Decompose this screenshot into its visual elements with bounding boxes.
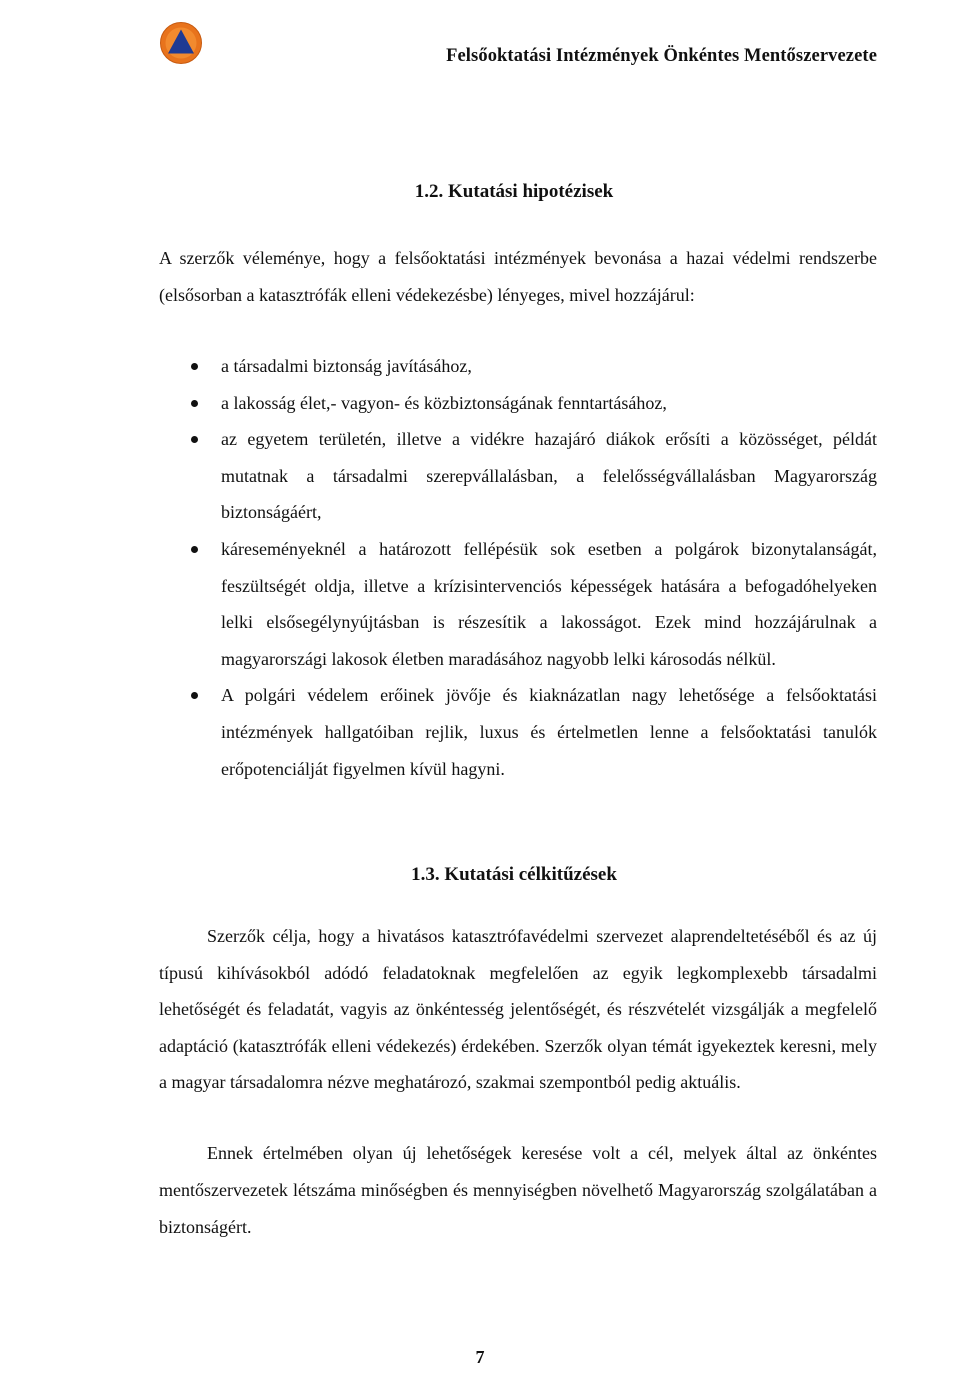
- intro-paragraph: A szerzők véleménye, hogy a felsőoktatási intézmények bevonása a hazai védelmi rendszerbe (elsősorban a katasztrófák elleni védekezésbe) lényeges, mivel hozzájárul:: [159, 248, 877, 305]
- list-item-text: a lakosság élet,- vagyon- és közbiztonságának fenntartásához,: [221, 392, 667, 413]
- list-item: [221, 677, 877, 787]
- bullet-icon: [191, 546, 198, 553]
- bullet-icon: [191, 363, 198, 370]
- bullet-icon: [191, 436, 198, 443]
- list-item: [221, 421, 877, 531]
- list-item-text: káreseményeknél a határozott fellépésük sok esetben a polgárok bizonytalanságát, feszültségét oldja, illetve a krízisintervenciós képességek hatására a befogadóhelyeken lelki elsősegélynyújtásban is részesítik a lakosságot. Ezek mind hozzájárulnak a magyarországi lakosok életben maradásához nagyobb lelki károsodás nélkül.: [221, 538, 877, 669]
- page-number: 7: [475, 1347, 485, 1367]
- list-item: [221, 385, 877, 422]
- objectives-paragraph: Szerzők célja, hogy a hivatásos katasztrófavédelmi szervezet alaprendeltetéséből és az új típusú kihívásokból adódó feladatoknak megfelelően az egyik legkomplexebb társadalmi lehetőségét és feladatát, vagyis az önkéntesség jelentőségét, és részvételét vizsgálják a megfelelő adaptáció (katasztrófák elleni védekezés) érdekében. Szerzők olyan témát igyekeztek keresni, mely a magyar társadalomra nézve meghatározó, szakmai szempontból pedig aktuális.: [159, 926, 877, 1092]
- civil-defence-triangle-icon: [159, 21, 203, 65]
- conclusion-paragraph: Ennek értelmében olyan új lehetőségek keresése volt a cél, melyek által az önkéntes mentőszervezetek létszáma minőségben és mennyiségben növelhető Magyarország szolgálatában a biztonságért.: [159, 1143, 877, 1237]
- hypotheses-list: [221, 348, 877, 787]
- list-item-text: az egyetem területén, illetve a vidékre hazajáró diákok erősíti a közösséget, példát mutatnak a társadalmi szerepvállalásban, a felelősségvállalásban Magyarország biztonságáért,: [221, 429, 877, 523]
- section-heading-objectives: 1.3. Kutatási célkitűzések: [411, 864, 617, 885]
- bullet-icon: [191, 692, 198, 699]
- list-item-text: a társadalmi biztonság javításához,: [221, 356, 472, 376]
- list-item: [221, 531, 877, 677]
- header-organization: Felsőoktatási Intézmények Önkéntes Mentőszervezete: [446, 46, 877, 66]
- section-heading-hypotheses: 1.2. Kutatási hipotézisek: [414, 181, 614, 202]
- list-item: [221, 348, 877, 385]
- bullet-icon: [191, 400, 198, 407]
- list-item-text: A polgári védelem erőinek jövője és kiaknázatlan nagy lehetősége a felsőoktatási intézmények hallgatóiban rejlik, luxus és értelmetlen lenne a felsőoktatási tanulók erőpotenciálját figyelmen kívül hagyni.: [221, 685, 877, 779]
